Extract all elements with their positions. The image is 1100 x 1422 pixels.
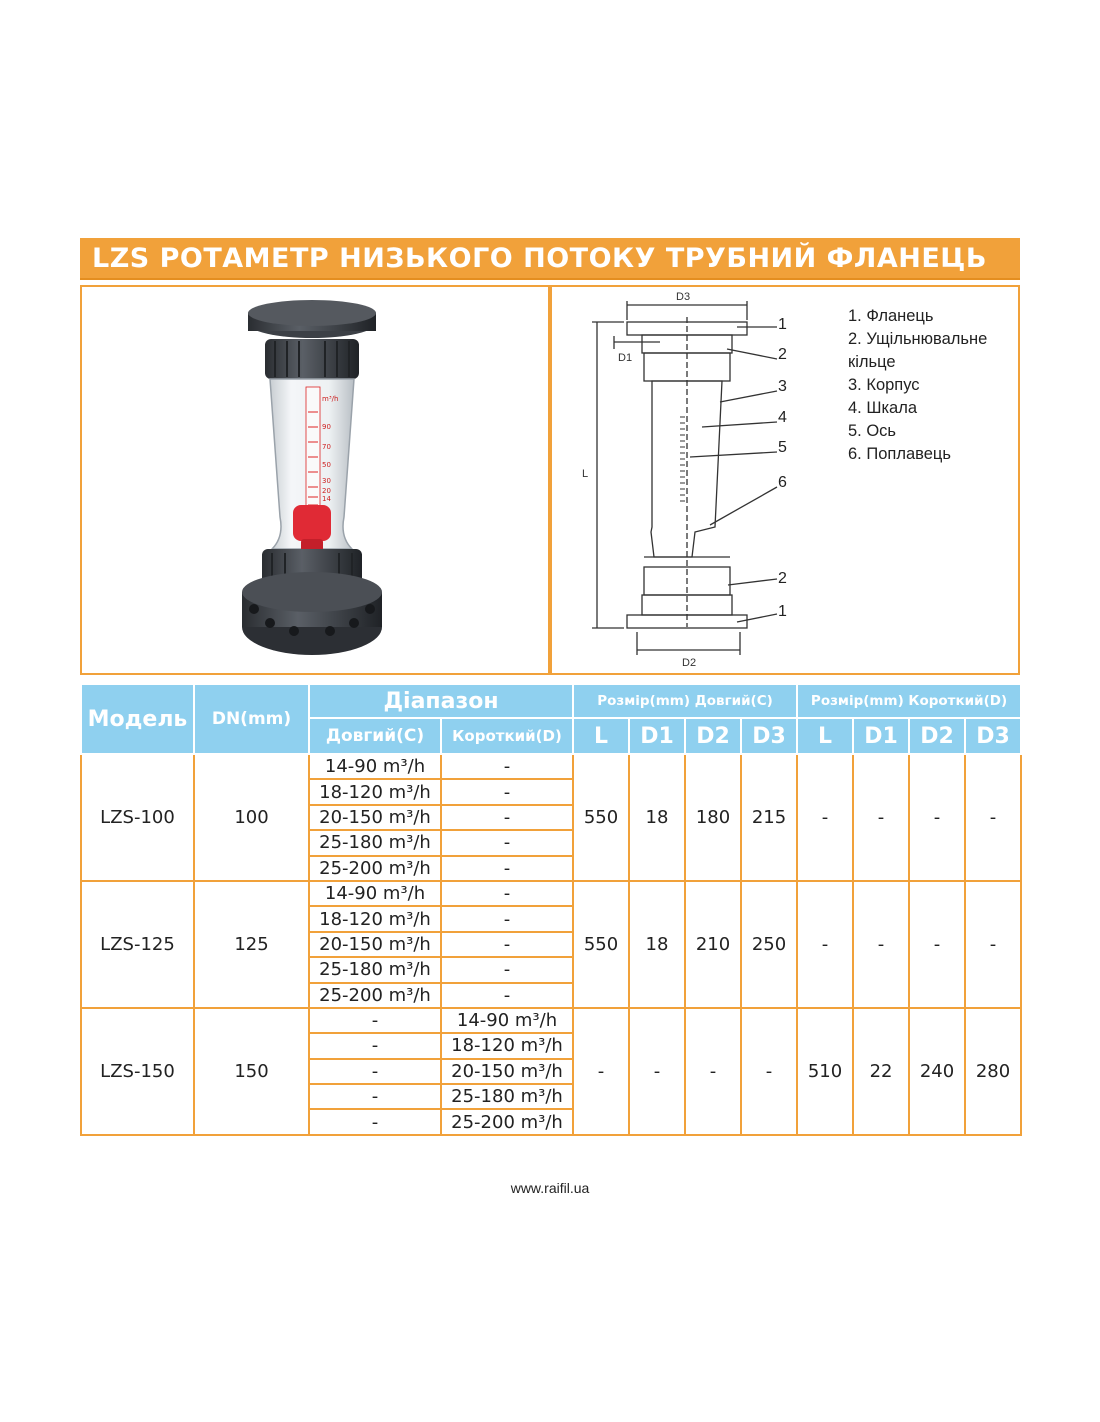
cell-long-dim: - xyxy=(685,1008,741,1135)
callout-1-bottom: 1 xyxy=(778,603,787,620)
cell-short-dim: - xyxy=(797,754,853,881)
header-long-size: Розмір(mm) Довгий(C) xyxy=(573,684,797,718)
cell-range-short: - xyxy=(441,754,573,779)
scale-label: 90 xyxy=(322,423,331,431)
header-short: Короткий(D) xyxy=(441,718,573,754)
cell-dn: 125 xyxy=(194,881,309,1008)
cell-long-dim: 18 xyxy=(629,881,685,1008)
cell-short-dim: - xyxy=(853,754,909,881)
legend-item: 3. Корпус xyxy=(848,376,920,394)
float xyxy=(293,505,331,541)
legend-item: 4. Шкала xyxy=(848,399,918,417)
cell-range-short: - xyxy=(441,983,573,1008)
cell-short-dim: 280 xyxy=(965,1008,1021,1135)
cell-range-long: - xyxy=(309,1008,441,1033)
cell-range-long: 14-90 m³/h xyxy=(309,754,441,779)
cell-long-dim: 550 xyxy=(573,754,629,881)
callout-6: 6 xyxy=(778,474,787,491)
table-row xyxy=(81,754,1021,779)
header-dim: D1 xyxy=(853,718,909,754)
scale-label: 30 xyxy=(322,477,331,485)
cell-long-dim: 180 xyxy=(685,754,741,881)
scale-label: 50 xyxy=(322,461,331,469)
cell-long-dim: - xyxy=(573,1008,629,1135)
product-photo-panel xyxy=(80,285,550,675)
header-dim: D3 xyxy=(965,718,1021,754)
cell-range-long: 20-150 m³/h xyxy=(309,805,441,830)
cell-short-dim: - xyxy=(797,881,853,1008)
callout-5: 5 xyxy=(778,439,787,456)
cell-model: LZS-150 xyxy=(81,1008,194,1135)
legend-item: 6. Поплавець xyxy=(848,445,951,463)
cell-range-short: 20-150 m³/h xyxy=(441,1059,573,1084)
header-dim: D3 xyxy=(741,718,797,754)
legend-item: 5. Ось xyxy=(848,422,897,440)
cell-short-dim: 240 xyxy=(909,1008,965,1135)
cell-short-dim: - xyxy=(909,881,965,1008)
cell-model: LZS-125 xyxy=(81,881,194,1008)
legend-item: 2. Ущільнювальне xyxy=(848,330,988,348)
spec-table xyxy=(80,683,1022,1136)
header-dim: D1 xyxy=(629,718,685,754)
cell-range-short: 14-90 m³/h xyxy=(441,1008,573,1033)
cell-range-short: 25-200 m³/h xyxy=(441,1109,573,1134)
cell-short-dim: 510 xyxy=(797,1008,853,1135)
header-dim: D2 xyxy=(909,718,965,754)
cell-range-short: 18-120 m³/h xyxy=(441,1033,573,1058)
cell-range-long: 25-180 m³/h xyxy=(309,830,441,855)
callout-3: 3 xyxy=(778,378,787,395)
cell-range-long: 18-120 m³/h xyxy=(309,779,441,804)
dim-label-l: L xyxy=(582,468,589,480)
cell-range-short: - xyxy=(441,881,573,906)
cell-range-long: - xyxy=(309,1033,441,1058)
table-row xyxy=(81,881,1021,906)
top-union-nut xyxy=(265,339,359,379)
legend-item: кільце xyxy=(848,353,896,371)
header-short-size: Розмір(mm) Короткий(D) xyxy=(797,684,1021,718)
header-dim: L xyxy=(573,718,629,754)
dim-label-d2: D2 xyxy=(682,657,697,669)
header-model: Модель xyxy=(81,684,194,754)
header-dim: D2 xyxy=(685,718,741,754)
cell-range-short: - xyxy=(441,957,573,982)
cell-range-long: 25-180 m³/h xyxy=(309,957,441,982)
cell-range-long: 25-200 m³/h xyxy=(309,856,441,881)
header-range: Діапазон xyxy=(309,684,573,718)
cell-short-dim: - xyxy=(909,754,965,881)
cell-range-short: - xyxy=(441,856,573,881)
cell-dn: 100 xyxy=(194,754,309,881)
cell-range-long: 18-120 m³/h xyxy=(309,906,441,931)
scale-label: 14 xyxy=(322,495,331,503)
spec-table-body xyxy=(81,754,1021,1135)
callout-1: 1 xyxy=(778,316,787,333)
cell-long-dim: 550 xyxy=(573,881,629,1008)
scale-unit: m³/h xyxy=(322,395,339,403)
header-dn: DN(mm) xyxy=(194,684,309,754)
cell-long-dim: - xyxy=(741,1008,797,1135)
table-row xyxy=(81,1008,1021,1033)
dim-label-d3: D3 xyxy=(676,291,691,303)
cell-long-dim: 18 xyxy=(629,754,685,881)
cell-long-dim: 210 xyxy=(685,881,741,1008)
scale-label: 70 xyxy=(322,443,331,451)
cell-range-short: - xyxy=(441,906,573,931)
rotameter-photo xyxy=(82,287,548,673)
cell-model: LZS-100 xyxy=(81,754,194,881)
cell-short-dim: 22 xyxy=(853,1008,909,1135)
page-title: LZS РОТАМЕТР НИЗЬКОГО ПОТОКУ ТРУБНИЙ ФЛАНЕЦЬ xyxy=(92,243,987,274)
cell-range-short: 25-180 m³/h xyxy=(441,1084,573,1109)
cell-long-dim: 215 xyxy=(741,754,797,881)
cell-range-short: - xyxy=(441,830,573,855)
cell-range-short: - xyxy=(441,779,573,804)
header-long: Довгий(C) xyxy=(309,718,441,754)
cell-range-long: - xyxy=(309,1109,441,1134)
callout-2-bottom: 2 xyxy=(778,570,787,587)
cell-range-short: - xyxy=(441,932,573,957)
cell-dn: 150 xyxy=(194,1008,309,1135)
cell-short-dim: - xyxy=(965,881,1021,1008)
footer-url: www.raifil.ua xyxy=(510,1180,590,1196)
header-dim: L xyxy=(797,718,853,754)
callout-2: 2 xyxy=(778,346,787,363)
cell-range-long: 20-150 m³/h xyxy=(309,932,441,957)
cell-long-dim: 250 xyxy=(741,881,797,1008)
title-bar xyxy=(80,238,1020,280)
parts-legend xyxy=(848,305,987,466)
cell-range-long: - xyxy=(309,1084,441,1109)
legend-item: 1. Фланець xyxy=(848,307,934,325)
cell-range-long: 14-90 m³/h xyxy=(309,881,441,906)
dim-label-d1: D1 xyxy=(618,352,633,364)
technical-drawing-panel xyxy=(550,285,1020,675)
cell-range-long: 25-200 m³/h xyxy=(309,983,441,1008)
cell-long-dim: - xyxy=(629,1008,685,1135)
cell-short-dim: - xyxy=(965,754,1021,881)
cell-short-dim: - xyxy=(853,881,909,1008)
cell-range-long: - xyxy=(309,1059,441,1084)
scale-label: 20 xyxy=(322,487,331,495)
cell-range-short: - xyxy=(441,805,573,830)
callout-4: 4 xyxy=(778,409,787,426)
